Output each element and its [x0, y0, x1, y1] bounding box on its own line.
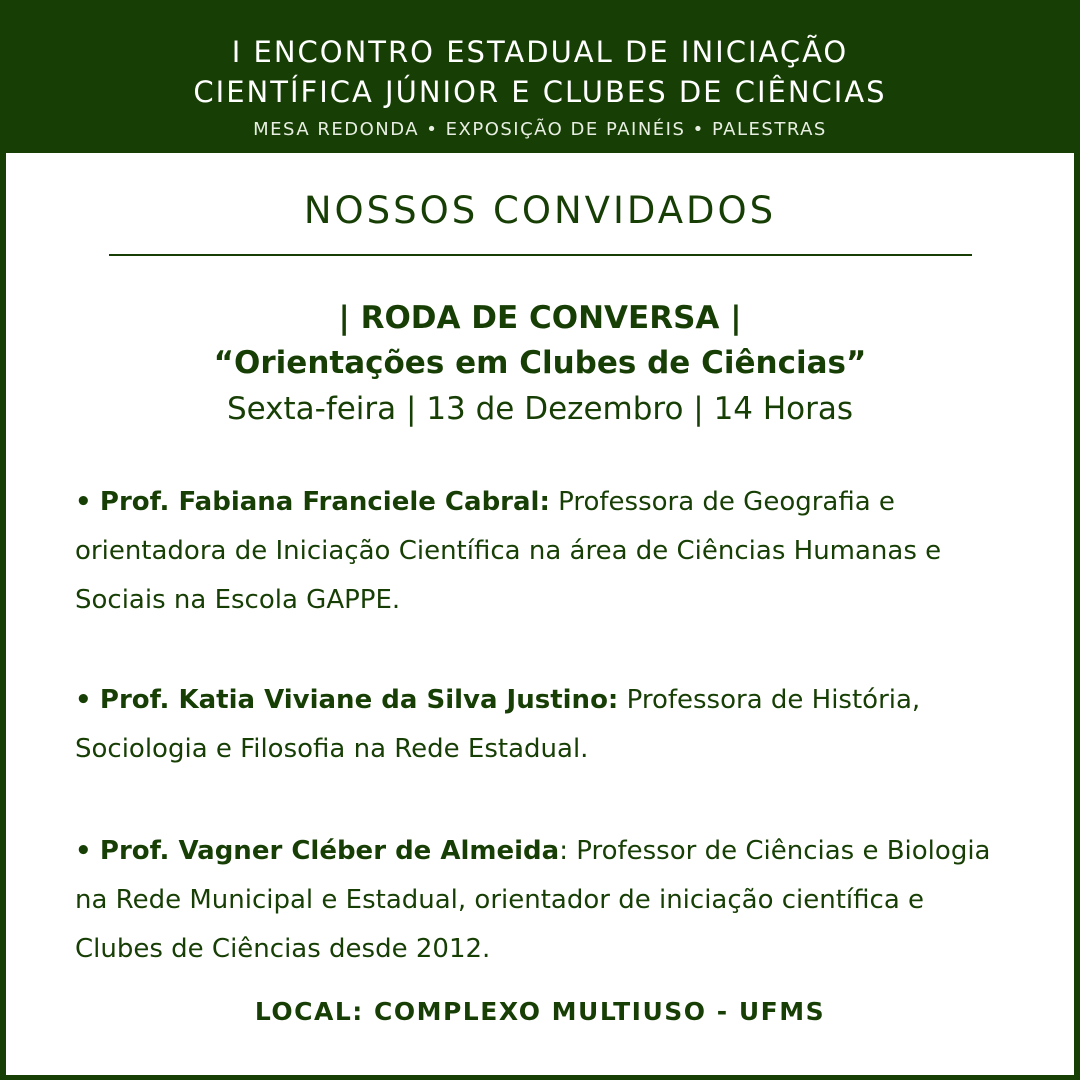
event-theme: “Orientações em Clubes de Ciências”	[213, 345, 867, 381]
event-header	[0, 0, 1080, 153]
guest-name: Prof. Katia Viviane da Silva Justino:	[99, 685, 619, 715]
bullet: •	[75, 836, 92, 866]
event-title-line-1: I ENCONTRO ESTADUAL DE INICIAÇÃO	[231, 35, 849, 69]
event-details	[6, 296, 1074, 432]
event-type-label: | RODA DE CONVERSA |	[338, 300, 742, 336]
title-divider	[109, 254, 972, 256]
guest-description: : Professor de Ciências e Biologia na Rede Municipal e Estadual, orientador de iniciação científica e Clubes de Ciências desde 2012.	[75, 836, 991, 964]
event-subtitle: MESA REDONDA • EXPOSIÇÃO DE PAINÉIS • PALESTRAS	[253, 119, 827, 140]
guest-description: Professora de História, Sociologia e Filosofia na Rede Estadual.	[75, 685, 921, 764]
bullet: •	[75, 685, 92, 715]
guest-item	[75, 676, 1015, 774]
guest-description: Professora de Geografia e orientadora de Iniciação Científica na área de Ciências Humanas e Sociais na Escola GAPPE.	[75, 487, 942, 615]
bullet: •	[75, 487, 92, 517]
guest-name: Prof. Fabiana Franciele Cabral:	[99, 487, 550, 517]
guest-item	[75, 478, 1015, 625]
guest-item	[75, 827, 1015, 974]
event-title	[0, 32, 1080, 112]
event-schedule: Sexta-feira | 13 de Dezembro | 14 Horas	[226, 391, 854, 427]
guests-panel	[6, 153, 1074, 1075]
section-title: NOSSOS CONVIDADOS	[303, 189, 777, 232]
guest-name: Prof. Vagner Cléber de Almeida	[99, 836, 560, 866]
event-title-line-2: CIENTÍFICA JÚNIOR E CLUBES DE CIÊNCIAS	[193, 75, 887, 109]
event-location: LOCAL: COMPLEXO MULTIUSO - UFMS	[254, 997, 826, 1026]
